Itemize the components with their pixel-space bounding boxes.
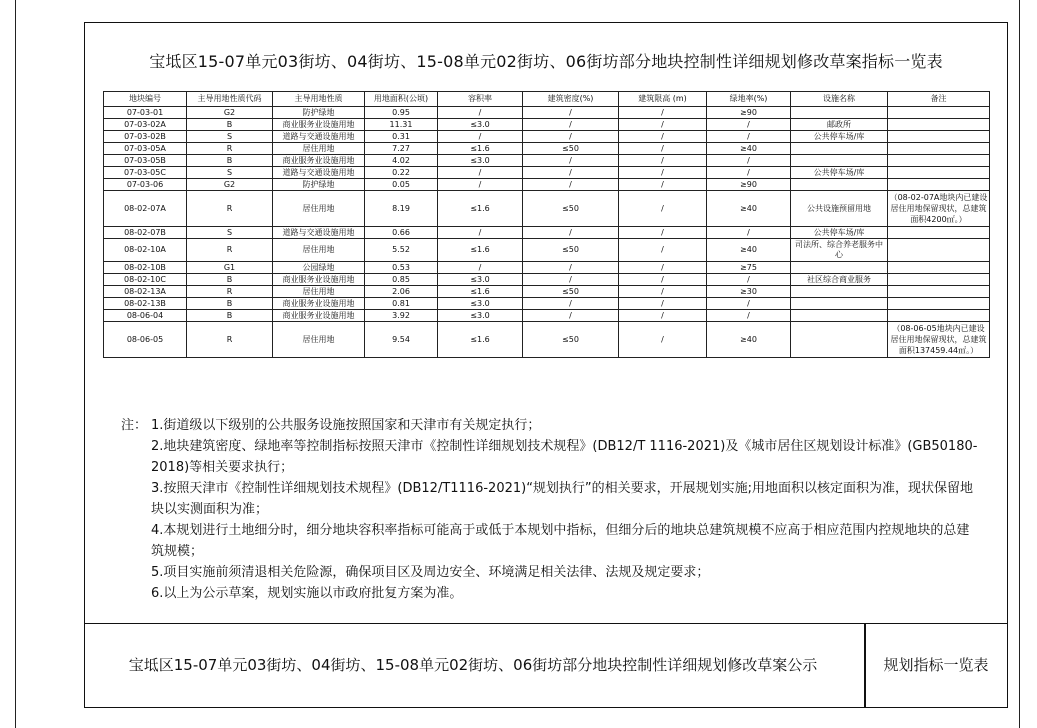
cell-land-use: 商业服务业设施用地 [273, 298, 365, 310]
document-title: 宝坻区15-07单元03街坊、04街坊、15-08单元02街坊、06街坊部分地块控制性详细规划修改草案指标一览表 [149, 52, 943, 71]
cell-area: 0.95 [365, 107, 438, 119]
cell-parcel-id: 07-03-02A [104, 119, 187, 131]
cell-density: / [523, 179, 619, 191]
cell-land-use: 道路与交通设施用地 [273, 131, 365, 143]
cell-far: / [438, 167, 523, 179]
cell-area: 3.92 [365, 310, 438, 322]
cell-density: ≤50 [523, 322, 619, 358]
cell-green-ratio: / [707, 167, 791, 179]
cell-remarks [888, 310, 990, 322]
cell-density: / [523, 262, 619, 274]
cell-height-limit: / [619, 119, 707, 131]
title-block [85, 623, 1007, 708]
cell-parcel-id: 07-03-05B [104, 155, 187, 167]
cell-facility [791, 322, 888, 358]
cell-green-ratio: / [707, 310, 791, 322]
cell-land-use: 商业服务业设施用地 [273, 310, 365, 322]
note-item: 4.本规划进行土地细分时，细分地块容积率指标可能高于或低于本规划中指标，但细分后的地块总建筑规模不应高于相应范围内控规地块的总建筑规模； [151, 523, 970, 559]
cell-height-limit: / [619, 286, 707, 298]
cell-land-use-code: G2 [187, 107, 273, 119]
cell-parcel-id: 08-02-10C [104, 274, 187, 286]
cell-height-limit: / [619, 143, 707, 155]
frame-line-right [1019, 0, 1020, 728]
table-row [104, 155, 990, 167]
cell-green-ratio: ≥40 [707, 239, 791, 262]
header-height-limit: 建筑限高 (m) [619, 92, 707, 107]
cell-facility: 公共停车场/库 [791, 131, 888, 143]
note-line [121, 562, 981, 583]
cell-facility: 邮政所 [791, 119, 888, 131]
cell-parcel-id: 07-03-05C [104, 167, 187, 179]
cell-green-ratio: / [707, 131, 791, 143]
cell-area: 0.31 [365, 131, 438, 143]
cell-height-limit: / [619, 310, 707, 322]
note-line [121, 520, 981, 562]
cell-green-ratio: / [707, 119, 791, 131]
cell-remarks [888, 286, 990, 298]
cell-area: 9.54 [365, 322, 438, 358]
cell-remarks [888, 119, 990, 131]
table-row [104, 227, 990, 239]
table-row [104, 107, 990, 119]
cell-parcel-id: 08-02-07A [104, 191, 187, 227]
cell-land-use-code: R [187, 191, 273, 227]
cell-land-use: 居住用地 [273, 322, 365, 358]
cell-land-use-code: R [187, 143, 273, 155]
cell-parcel-id: 08-02-07B [104, 227, 187, 239]
table-row [104, 191, 990, 227]
cell-land-use-code: B [187, 310, 273, 322]
cell-facility: 社区综合商业服务 [791, 274, 888, 286]
cell-far: ≤3.0 [438, 298, 523, 310]
note-line [121, 436, 981, 478]
table-row [104, 262, 990, 274]
cell-parcel-id: 07-03-06 [104, 179, 187, 191]
cell-land-use: 居住用地 [273, 191, 365, 227]
cell-green-ratio: / [707, 227, 791, 239]
table-header-row [104, 92, 990, 107]
cell-remarks [888, 155, 990, 167]
cell-parcel-id: 08-06-04 [104, 310, 187, 322]
cell-facility [791, 286, 888, 298]
note-line [121, 583, 981, 604]
cell-height-limit: / [619, 227, 707, 239]
cell-parcel-id: 08-02-10A [104, 239, 187, 262]
header-land-use: 主导用地性质 [273, 92, 365, 107]
header-density: 建筑密度(%) [523, 92, 619, 107]
cell-remarks [888, 262, 990, 274]
cell-area: 0.81 [365, 298, 438, 310]
header-green-ratio: 绿地率(%) [707, 92, 791, 107]
table-row [104, 286, 990, 298]
cell-far: / [438, 131, 523, 143]
cell-parcel-id: 07-03-02B [104, 131, 187, 143]
cell-height-limit: / [619, 262, 707, 274]
cell-remarks [888, 227, 990, 239]
cell-area: 2.06 [365, 286, 438, 298]
cell-far: ≤1.6 [438, 143, 523, 155]
cell-area: 0.05 [365, 179, 438, 191]
cell-land-use-code: S [187, 131, 273, 143]
cell-facility [791, 155, 888, 167]
cell-parcel-id: 08-06-05 [104, 322, 187, 358]
cell-far: ≤3.0 [438, 310, 523, 322]
footer-label: 规划指标一览表 [883, 656, 989, 674]
cell-green-ratio: ≥90 [707, 107, 791, 119]
table-row [104, 274, 990, 286]
header-land-use-code: 主导用地性质代码 [187, 92, 273, 107]
cell-parcel-id: 07-03-01 [104, 107, 187, 119]
cell-height-limit: / [619, 167, 707, 179]
cell-remarks [888, 167, 990, 179]
table-row [104, 310, 990, 322]
cell-density: / [523, 155, 619, 167]
cell-area: 8.19 [365, 191, 438, 227]
header-facility: 设施名称 [791, 92, 888, 107]
cell-remarks [888, 131, 990, 143]
cell-remarks [888, 239, 990, 262]
cell-green-ratio: ≥40 [707, 322, 791, 358]
cell-land-use: 商业服务业设施用地 [273, 119, 365, 131]
cell-green-ratio: ≥40 [707, 143, 791, 155]
cell-land-use: 防护绿地 [273, 107, 365, 119]
cell-facility: 公共停车场/库 [791, 227, 888, 239]
cell-density: / [523, 310, 619, 322]
note-item: 6.以上为公示草案，规划实施以市政府批复方案为准。 [151, 586, 463, 601]
cell-land-use: 道路与交通设施用地 [273, 167, 365, 179]
cell-green-ratio: / [707, 274, 791, 286]
cell-height-limit: / [619, 191, 707, 227]
cell-land-use-code: S [187, 167, 273, 179]
table-body [104, 107, 990, 358]
cell-land-use-code: G2 [187, 179, 273, 191]
cell-far: ≤1.6 [438, 286, 523, 298]
cell-parcel-id: 08-02-13B [104, 298, 187, 310]
cell-height-limit: / [619, 131, 707, 143]
cell-height-limit: / [619, 239, 707, 262]
cell-height-limit: / [619, 155, 707, 167]
cell-facility [791, 179, 888, 191]
cell-green-ratio: ≥40 [707, 191, 791, 227]
cell-land-use-code: B [187, 274, 273, 286]
table-row [104, 143, 990, 155]
cell-density: / [523, 119, 619, 131]
cell-height-limit: / [619, 107, 707, 119]
cell-far: ≤1.6 [438, 322, 523, 358]
cell-area: 0.85 [365, 274, 438, 286]
cell-density: ≤50 [523, 239, 619, 262]
cell-far: / [438, 179, 523, 191]
frame-line-left [15, 0, 16, 728]
cell-parcel-id: 07-03-05A [104, 143, 187, 155]
cell-height-limit: / [619, 179, 707, 191]
cell-facility: 公共停车场/库 [791, 167, 888, 179]
cell-area: 7.27 [365, 143, 438, 155]
note-line [121, 415, 981, 436]
footer-title: 宝坻区15-07单元03街坊、04街坊、15-08单元02街坊、06街坊部分地块控制性详细规划修改草案公示 [128, 656, 818, 674]
cell-density: ≤50 [523, 143, 619, 155]
cell-land-use: 商业服务业设施用地 [273, 274, 365, 286]
cell-area: 0.66 [365, 227, 438, 239]
cell-land-use: 道路与交通设施用地 [273, 227, 365, 239]
cell-land-use-code: G1 [187, 262, 273, 274]
cell-density: / [523, 298, 619, 310]
notes-prefix: 注： [121, 418, 148, 433]
cell-land-use-code: B [187, 298, 273, 310]
table-row [104, 167, 990, 179]
cell-parcel-id: 08-02-10B [104, 262, 187, 274]
cell-green-ratio: / [707, 155, 791, 167]
cell-far: ≤3.0 [438, 119, 523, 131]
table-row [104, 298, 990, 310]
cell-far: ≤3.0 [438, 274, 523, 286]
table-row [104, 119, 990, 131]
cell-green-ratio: ≥90 [707, 179, 791, 191]
table-row [104, 322, 990, 358]
cell-land-use: 居住用地 [273, 239, 365, 262]
note-item: 5.项目实施前须清退相关危险源，确保项目区及周边安全、环境满足相关法律、法规及规定要求； [151, 565, 710, 580]
note-item: 3.按照天津市《控制性详细规划技术规程》(DB12/T1116-2021)“规划执行”的相关要求，开展规划实施;用地面积以核定面积为准，现状保留地块以实测面积为准； [151, 481, 974, 517]
notes-block [121, 415, 981, 604]
cell-density: / [523, 107, 619, 119]
table-row [104, 179, 990, 191]
cell-far: ≤3.0 [438, 155, 523, 167]
cell-height-limit: / [619, 274, 707, 286]
cell-density: / [523, 131, 619, 143]
cell-facility [791, 143, 888, 155]
cell-land-use: 防护绿地 [273, 179, 365, 191]
cell-far: / [438, 262, 523, 274]
cell-remarks [888, 143, 990, 155]
cell-density: / [523, 274, 619, 286]
cell-facility [791, 107, 888, 119]
cell-remarks: （08-02-07A地块内已建设居住用地保留现状，总建筑面积4200㎡。） [888, 191, 990, 227]
cell-land-use-code: S [187, 227, 273, 239]
indicator-table [103, 91, 990, 358]
cell-area: 5.52 [365, 239, 438, 262]
cell-green-ratio: ≥75 [707, 262, 791, 274]
cell-far: / [438, 227, 523, 239]
cell-height-limit: / [619, 322, 707, 358]
cell-facility [791, 262, 888, 274]
cell-area: 0.22 [365, 167, 438, 179]
cell-land-use-code: R [187, 286, 273, 298]
cell-far: / [438, 107, 523, 119]
cell-facility: 司法所、综合养老服务中心 [791, 239, 888, 262]
document-sheet [84, 22, 1008, 708]
cell-far: ≤1.6 [438, 191, 523, 227]
note-item: 2.地块建筑密度、绿地率等控制指标按照天津市《控制性详细规划技术规程》(DB12/T 1116-2021)及《城市居住区规划设计标准》(GB50180-2018)等相关要求执行； [151, 439, 978, 475]
cell-density: ≤50 [523, 286, 619, 298]
cell-remarks: （08-06-05地块内已建设居住用地保留现状，总建筑面积137459.44㎡。） [888, 322, 990, 358]
cell-area: 4.02 [365, 155, 438, 167]
cell-density: ≤50 [523, 191, 619, 227]
cell-land-use-code: B [187, 155, 273, 167]
cell-parcel-id: 08-02-13A [104, 286, 187, 298]
cell-land-use-code: R [187, 239, 273, 262]
cell-land-use-code: B [187, 119, 273, 131]
cell-facility: 公共设施预留用地 [791, 191, 888, 227]
cell-area: 11.31 [365, 119, 438, 131]
cell-land-use: 公园绿地 [273, 262, 365, 274]
cell-far: ≤1.6 [438, 239, 523, 262]
cell-height-limit: / [619, 298, 707, 310]
table-row [104, 239, 990, 262]
header-remarks: 备注 [888, 92, 990, 107]
table-row [104, 131, 990, 143]
cell-remarks [888, 274, 990, 286]
cell-facility [791, 310, 888, 322]
note-line [121, 478, 981, 520]
cell-land-use: 商业服务业设施用地 [273, 155, 365, 167]
cell-green-ratio: ≥30 [707, 286, 791, 298]
header-area: 用地面积(公顷) [365, 92, 438, 107]
cell-green-ratio: / [707, 298, 791, 310]
header-parcel-id: 地块编号 [104, 92, 187, 107]
cell-facility [791, 298, 888, 310]
cell-density: / [523, 227, 619, 239]
cell-remarks [888, 107, 990, 119]
cell-remarks [888, 298, 990, 310]
note-item: 1.街道级以下级别的公共服务设施按照国家和天津市有关规定执行； [151, 418, 541, 433]
cell-density: / [523, 167, 619, 179]
cell-area: 0.53 [365, 262, 438, 274]
cell-remarks [888, 179, 990, 191]
cell-land-use: 居住用地 [273, 143, 365, 155]
cell-land-use: 居住用地 [273, 286, 365, 298]
header-far: 容积率 [438, 92, 523, 107]
cell-land-use-code: R [187, 322, 273, 358]
